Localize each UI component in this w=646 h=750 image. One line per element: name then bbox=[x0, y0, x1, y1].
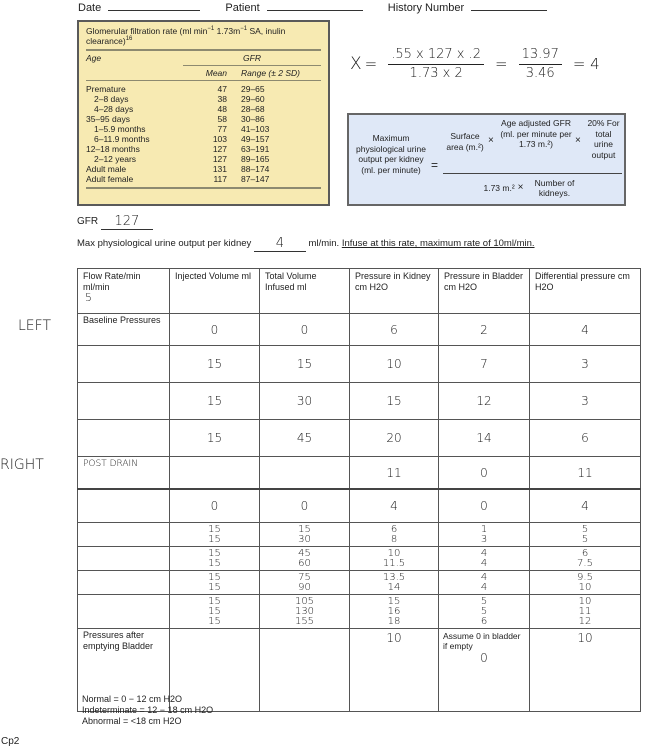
row-label: Pressures after emptying Bladder bbox=[83, 630, 154, 651]
bladder-cell[interactable] bbox=[439, 595, 530, 629]
kidney-cell[interactable] bbox=[350, 523, 439, 547]
row-label-cell bbox=[78, 346, 170, 383]
urine-output-formula-box bbox=[347, 113, 626, 206]
total-value: 45 bbox=[296, 431, 313, 445]
gfr-table-title bbox=[86, 26, 321, 51]
gfr-entry bbox=[77, 214, 153, 230]
multiply-icon: × bbox=[488, 135, 494, 146]
formula-numerator bbox=[443, 117, 622, 174]
gfr-age-cell: Adult female bbox=[86, 174, 134, 184]
diff-value: 5 bbox=[581, 523, 589, 535]
kidney-value: 13.5 bbox=[382, 571, 406, 583]
gfr-range-cell: 30–86 bbox=[241, 114, 265, 124]
diff-cell[interactable] bbox=[530, 314, 641, 346]
diff-value: 11 bbox=[578, 605, 592, 617]
total-value: 15 bbox=[298, 523, 311, 535]
gfr-mean-cell: 77 bbox=[217, 124, 227, 134]
gfr-mean-cell: 127 bbox=[212, 154, 227, 164]
gfr-mean-cell: 127 bbox=[212, 144, 227, 154]
kidney-value: 15 bbox=[386, 394, 402, 408]
formula-term-twenty-percent: 20% For total urine output bbox=[587, 118, 620, 160]
bladder-cell[interactable] bbox=[439, 346, 530, 383]
gfr-range-cell: 28–68 bbox=[241, 104, 265, 114]
gfr-age-cell: 35–95 days bbox=[86, 114, 130, 124]
gfr-row bbox=[86, 104, 321, 114]
max-output-value: 4 bbox=[275, 236, 285, 251]
gfr-row bbox=[86, 81, 321, 95]
kidney-value: 8 bbox=[390, 533, 398, 545]
total-value: 60 bbox=[298, 557, 311, 569]
diff-cell[interactable] bbox=[530, 383, 641, 420]
total-value: 30 bbox=[298, 533, 311, 545]
row-label: POST DRAIN bbox=[83, 459, 138, 469]
kidney-cell[interactable] bbox=[350, 383, 439, 420]
calc-result: = 4 bbox=[572, 55, 600, 73]
gfr-subheader-row bbox=[86, 66, 321, 81]
gfr-mean-cell: 58 bbox=[217, 114, 227, 124]
total-cell[interactable] bbox=[260, 523, 350, 547]
bladder-cell[interactable] bbox=[439, 523, 530, 547]
injected-value: 0 bbox=[210, 322, 219, 337]
handwritten-calculation bbox=[350, 42, 603, 86]
kidney-cell[interactable] bbox=[350, 489, 439, 523]
kidney-cell[interactable] bbox=[350, 346, 439, 383]
right-kidney-label: RIGHT bbox=[0, 457, 44, 473]
bladder-cell[interactable] bbox=[439, 547, 530, 571]
injected-cell[interactable] bbox=[170, 314, 260, 346]
date-label: Date bbox=[78, 2, 102, 14]
injected-cell[interactable] bbox=[170, 547, 260, 571]
total-value: 30 bbox=[296, 394, 313, 408]
kidney-cell[interactable] bbox=[350, 457, 439, 490]
formula-equals: = bbox=[431, 158, 439, 172]
table-row bbox=[78, 346, 641, 383]
total-cell[interactable] bbox=[260, 346, 350, 383]
calc-numerator-1: .55 x 127 x .2 bbox=[388, 47, 484, 65]
gfr-title-sup-2: −1 bbox=[240, 26, 248, 33]
gfr-title-mid: 1.73m bbox=[214, 26, 241, 36]
gfr-range-cell: 87–147 bbox=[241, 174, 270, 184]
row-label-cell bbox=[78, 457, 170, 490]
injected-cell[interactable] bbox=[170, 571, 260, 595]
injected-value: 15 bbox=[206, 431, 223, 445]
table-row bbox=[78, 489, 641, 523]
injected-cell[interactable] bbox=[170, 457, 260, 490]
kidney-cell[interactable] bbox=[350, 314, 439, 346]
kidney-cell[interactable] bbox=[350, 571, 439, 595]
col-range-header: Range (± 2 SD) bbox=[241, 66, 321, 81]
bladder-cell[interactable] bbox=[439, 314, 530, 346]
bladder-value: 6 bbox=[480, 615, 488, 627]
bladder-value: 0 bbox=[480, 651, 488, 665]
diff-cell[interactable] bbox=[530, 547, 641, 571]
gfr-range-cell: 41–103 bbox=[241, 124, 270, 134]
formula-term-gfr: Age adjusted GFR (ml. per minute per 1.73 m.²) bbox=[500, 118, 572, 149]
injected-value: 15 bbox=[208, 595, 221, 607]
kidney-value: 18 bbox=[387, 615, 401, 627]
kidney-value: 6 bbox=[390, 523, 398, 535]
row-label-cell bbox=[78, 314, 170, 346]
kidney-cell[interactable] bbox=[350, 595, 439, 629]
gfr-table-bottom-rule bbox=[86, 187, 321, 189]
bladder-value: 0 bbox=[480, 465, 488, 480]
bladder-value: 12 bbox=[476, 394, 492, 408]
gfr-reference-table bbox=[77, 20, 330, 206]
bladder-value: 14 bbox=[476, 431, 492, 445]
bladder-value: 4 bbox=[480, 571, 488, 583]
injected-value: 15 bbox=[208, 557, 221, 569]
total-value: 130 bbox=[294, 605, 315, 617]
diff-cell[interactable] bbox=[530, 420, 641, 457]
bladder-note: Assume 0 in bladder if empty bbox=[443, 631, 521, 651]
gfr-row bbox=[86, 94, 321, 104]
formula-lhs: Maximum physiological urine output per kidney (ml. per minute) bbox=[356, 133, 426, 175]
gfr-mean-cell: 48 bbox=[217, 104, 227, 114]
row-label-cell bbox=[78, 489, 170, 523]
kidney-value: 11.5 bbox=[382, 557, 406, 569]
bladder-value: 4 bbox=[480, 547, 488, 559]
max-output-entry bbox=[77, 236, 535, 252]
date-field[interactable] bbox=[108, 0, 200, 11]
gfr-row bbox=[86, 114, 321, 124]
injected-value: 15 bbox=[206, 357, 223, 371]
injected-value: 0 bbox=[210, 499, 219, 513]
calc-fraction-2 bbox=[519, 47, 562, 82]
diff-value: 10 bbox=[577, 631, 593, 645]
kidney-value: 11 bbox=[386, 465, 402, 480]
gfr-row bbox=[86, 154, 321, 164]
diff-value: 10 bbox=[578, 581, 592, 593]
header-flow-rate-label: Flow Rate/min ml/min bbox=[83, 271, 141, 292]
header-kidney-pressure: Pressure in Kidney cm H2O bbox=[350, 269, 439, 314]
row-label-cell bbox=[78, 571, 170, 595]
total-value: 105 bbox=[294, 595, 315, 607]
row-label: Baseline Pressures bbox=[83, 315, 161, 325]
diff-cell[interactable] bbox=[530, 457, 641, 490]
header-flow-rate bbox=[78, 269, 170, 314]
gfr-label: GFR bbox=[77, 216, 99, 227]
calc-denominator-1: 1.73 x 2 bbox=[409, 65, 463, 81]
total-cell[interactable] bbox=[260, 629, 350, 712]
gfr-row bbox=[86, 124, 321, 134]
bladder-cell[interactable] bbox=[439, 629, 530, 712]
calc-variable: X bbox=[350, 54, 362, 74]
total-value: 75 bbox=[298, 571, 311, 583]
kidney-value: 14 bbox=[387, 581, 401, 593]
total-value: 90 bbox=[298, 581, 311, 593]
gfr-range-cell: 29–65 bbox=[241, 81, 321, 95]
gfr-mean-cell: 131 bbox=[212, 164, 227, 174]
left-kidney-label: LEFT bbox=[18, 318, 52, 334]
figure-label: Cp2 bbox=[1, 736, 20, 747]
row-label-cell bbox=[78, 383, 170, 420]
gfr-range-cell: 29–60 bbox=[241, 94, 265, 104]
diff-cell[interactable] bbox=[530, 523, 641, 547]
injected-value: 15 bbox=[208, 571, 221, 583]
col-age-header: Age bbox=[86, 53, 102, 64]
formula-denominator bbox=[453, 176, 613, 200]
injected-cell[interactable] bbox=[170, 595, 260, 629]
total-cell[interactable] bbox=[260, 383, 350, 420]
bladder-value: 5 bbox=[480, 605, 488, 617]
gfr-row bbox=[86, 144, 321, 154]
bladder-value: 2 bbox=[480, 322, 488, 337]
row-label-cell bbox=[78, 523, 170, 547]
bladder-value: 4 bbox=[480, 581, 488, 593]
kidney-value: 15 bbox=[387, 595, 401, 607]
diff-cell[interactable] bbox=[530, 346, 641, 383]
gfr-row bbox=[86, 164, 321, 174]
gfr-age-cell: 1–5.9 months bbox=[94, 124, 146, 134]
total-value: 15 bbox=[296, 357, 313, 371]
formula-den-b: Number of kidneys. bbox=[534, 178, 575, 198]
multiply-icon: × bbox=[517, 182, 524, 193]
bladder-value: 4 bbox=[480, 557, 488, 569]
calc-fraction-1 bbox=[388, 47, 484, 82]
kidney-value: 16 bbox=[387, 605, 401, 617]
diff-cell[interactable] bbox=[530, 489, 641, 523]
total-cell[interactable] bbox=[260, 314, 350, 346]
bladder-value: 7 bbox=[480, 357, 488, 371]
gfr-grid bbox=[86, 51, 321, 184]
bladder-cell[interactable] bbox=[439, 571, 530, 595]
diff-value: 4 bbox=[581, 322, 589, 337]
header-total-volume: Total Volume Infused ml bbox=[260, 269, 350, 314]
gfr-mean-cell: 103 bbox=[212, 134, 227, 144]
gfr-range-cell: 49–157 bbox=[241, 134, 270, 144]
diff-value: 3 bbox=[581, 394, 589, 408]
kidney-cell[interactable] bbox=[350, 420, 439, 457]
bladder-cell[interactable] bbox=[439, 420, 530, 457]
legend-indeterminate: Indeterminate = 12 − 18 cm H2O bbox=[82, 705, 214, 715]
injected-value: 15 bbox=[208, 533, 221, 545]
calc-denominator-2: 3.46 bbox=[525, 65, 555, 81]
bladder-value: 1 bbox=[480, 523, 488, 535]
infusion-note: Infuse at this rate, maximum rate of 10ml/min. bbox=[341, 238, 535, 249]
pressure-flow-table bbox=[77, 268, 641, 712]
injected-value: 15 bbox=[208, 581, 221, 593]
calc-equals-2: = bbox=[495, 55, 508, 73]
row-label-cell bbox=[78, 420, 170, 457]
table-row bbox=[78, 457, 641, 490]
table-row bbox=[78, 571, 641, 595]
patient-label: Patient bbox=[225, 2, 260, 14]
header-injected-volume: Injected Volume ml bbox=[170, 269, 260, 314]
kidney-value: 10 bbox=[386, 631, 402, 645]
gfr-title-end: SA, inulin clearance) bbox=[86, 26, 286, 46]
max-output-label: Max physiological urine output per kidney bbox=[77, 238, 252, 249]
col-mean-header: Mean bbox=[183, 66, 241, 81]
kidney-cell[interactable] bbox=[350, 629, 439, 712]
gfr-header-row bbox=[86, 51, 321, 66]
diff-value: 12 bbox=[578, 615, 592, 627]
patient-field[interactable] bbox=[267, 0, 363, 11]
total-cell[interactable] bbox=[260, 489, 350, 523]
table-row bbox=[78, 523, 641, 547]
diff-cell[interactable] bbox=[530, 595, 641, 629]
injected-cell[interactable] bbox=[170, 420, 260, 457]
gfr-age-cell: 12–18 months bbox=[86, 144, 140, 154]
diff-cell[interactable] bbox=[530, 629, 641, 712]
gfr-range-cell: 63–191 bbox=[241, 144, 270, 154]
injected-value: 15 bbox=[208, 523, 221, 535]
pressure-legend bbox=[82, 694, 213, 727]
total-cell[interactable] bbox=[260, 595, 350, 629]
formula-term-surface-area: Surface area (m.²) bbox=[446, 131, 484, 152]
diff-value: 7.5 bbox=[577, 557, 593, 569]
bladder-cell[interactable] bbox=[439, 457, 530, 490]
legend-normal: Normal = 0 − 12 cm H2O bbox=[82, 694, 183, 704]
row-label-cell bbox=[78, 547, 170, 571]
injected-value: 15 bbox=[206, 394, 223, 408]
history-number-field[interactable] bbox=[471, 0, 547, 11]
flow-rate-value: 5 bbox=[85, 291, 92, 304]
diff-value: 9.5 bbox=[577, 571, 593, 583]
diff-value: 6 bbox=[581, 547, 589, 559]
gfr-age-cell: Premature bbox=[86, 81, 183, 95]
gfr-row bbox=[86, 134, 321, 144]
table-row bbox=[78, 383, 641, 420]
kidney-value: 20 bbox=[386, 431, 402, 445]
kidney-value: 4 bbox=[390, 499, 398, 513]
gfr-mean-cell: 38 bbox=[217, 94, 227, 104]
table-row bbox=[78, 595, 641, 629]
gfr-title-sup-1: −1 bbox=[207, 26, 215, 33]
bladder-cell[interactable] bbox=[439, 383, 530, 420]
injected-cell[interactable] bbox=[170, 383, 260, 420]
total-cell[interactable] bbox=[260, 571, 350, 595]
header-bladder-pressure: Pressure in Bladder cm H2O bbox=[439, 269, 530, 314]
formula-den-a: 1.73 m.² bbox=[483, 183, 515, 193]
diff-cell[interactable] bbox=[530, 571, 641, 595]
form-header bbox=[78, 0, 547, 15]
header-differential-pressure: Differential pressure cm H2O bbox=[530, 269, 641, 314]
max-output-unit: ml/min. bbox=[308, 238, 340, 249]
bladder-value: 5 bbox=[480, 595, 488, 607]
kidney-value: 10 bbox=[387, 547, 401, 559]
gfr-mean-cell: 47 bbox=[183, 81, 241, 95]
gfr-value: 127 bbox=[114, 214, 140, 229]
kidney-cell[interactable] bbox=[350, 547, 439, 571]
gfr-row bbox=[86, 174, 321, 184]
bladder-value: 0 bbox=[480, 499, 488, 513]
bladder-cell[interactable] bbox=[439, 489, 530, 523]
gfr-range-cell: 88–174 bbox=[241, 164, 270, 174]
kidney-value: 6 bbox=[390, 322, 398, 337]
gfr-age-cell: 2–8 days bbox=[94, 94, 129, 104]
gfr-title-text: Glomerular filtration rate (ml min bbox=[86, 26, 208, 36]
gfr-subheader-spacer bbox=[86, 66, 183, 81]
gfr-age-cell: 2–12 years bbox=[94, 154, 137, 164]
gfr-age-cell: 4–28 days bbox=[94, 104, 134, 114]
gfr-age-cell: Adult male bbox=[86, 164, 127, 174]
gfr-mean-cell: 117 bbox=[213, 174, 227, 184]
injected-cell[interactable] bbox=[170, 523, 260, 547]
table-row bbox=[78, 420, 641, 457]
gfr-range-cell: 89–165 bbox=[241, 154, 270, 164]
calc-equals: = bbox=[364, 55, 378, 73]
bladder-value: 3 bbox=[480, 533, 488, 545]
diff-value: 11 bbox=[577, 465, 593, 480]
diff-value: 4 bbox=[581, 499, 589, 513]
total-cell[interactable] bbox=[260, 420, 350, 457]
total-cell[interactable] bbox=[260, 547, 350, 571]
total-value: 0 bbox=[300, 322, 309, 337]
table-row bbox=[78, 314, 641, 346]
diff-value: 10 bbox=[578, 595, 592, 607]
injected-cell[interactable] bbox=[170, 346, 260, 383]
row-label-cell bbox=[78, 595, 170, 629]
injected-value: 15 bbox=[208, 605, 221, 617]
diff-value: 3 bbox=[581, 357, 589, 371]
multiply-icon: × bbox=[575, 135, 581, 146]
max-output-field[interactable] bbox=[254, 236, 306, 252]
kidney-value: 10 bbox=[386, 357, 402, 371]
gfr-title-ref: 16 bbox=[125, 36, 133, 43]
gfr-field[interactable] bbox=[101, 214, 153, 230]
gfr-age-cell: 6–11.9 months bbox=[94, 134, 150, 144]
table-row bbox=[78, 547, 641, 571]
col-gfr-header: GFR bbox=[243, 53, 261, 63]
history-number-label: History Number bbox=[387, 2, 465, 14]
total-value: 0 bbox=[300, 499, 309, 513]
total-value: 155 bbox=[294, 615, 315, 627]
diff-value: 6 bbox=[581, 431, 589, 445]
total-cell[interactable] bbox=[260, 457, 350, 490]
table-header-row bbox=[78, 269, 641, 314]
legend-abnormal: Abnormal = <18 cm H2O bbox=[82, 716, 182, 726]
injected-cell[interactable] bbox=[170, 489, 260, 523]
diff-value: 5 bbox=[581, 533, 589, 545]
total-value: 45 bbox=[298, 547, 311, 559]
calc-numerator-2: 13.97 bbox=[519, 47, 562, 65]
injected-value: 15 bbox=[208, 615, 221, 627]
injected-value: 15 bbox=[208, 547, 221, 559]
